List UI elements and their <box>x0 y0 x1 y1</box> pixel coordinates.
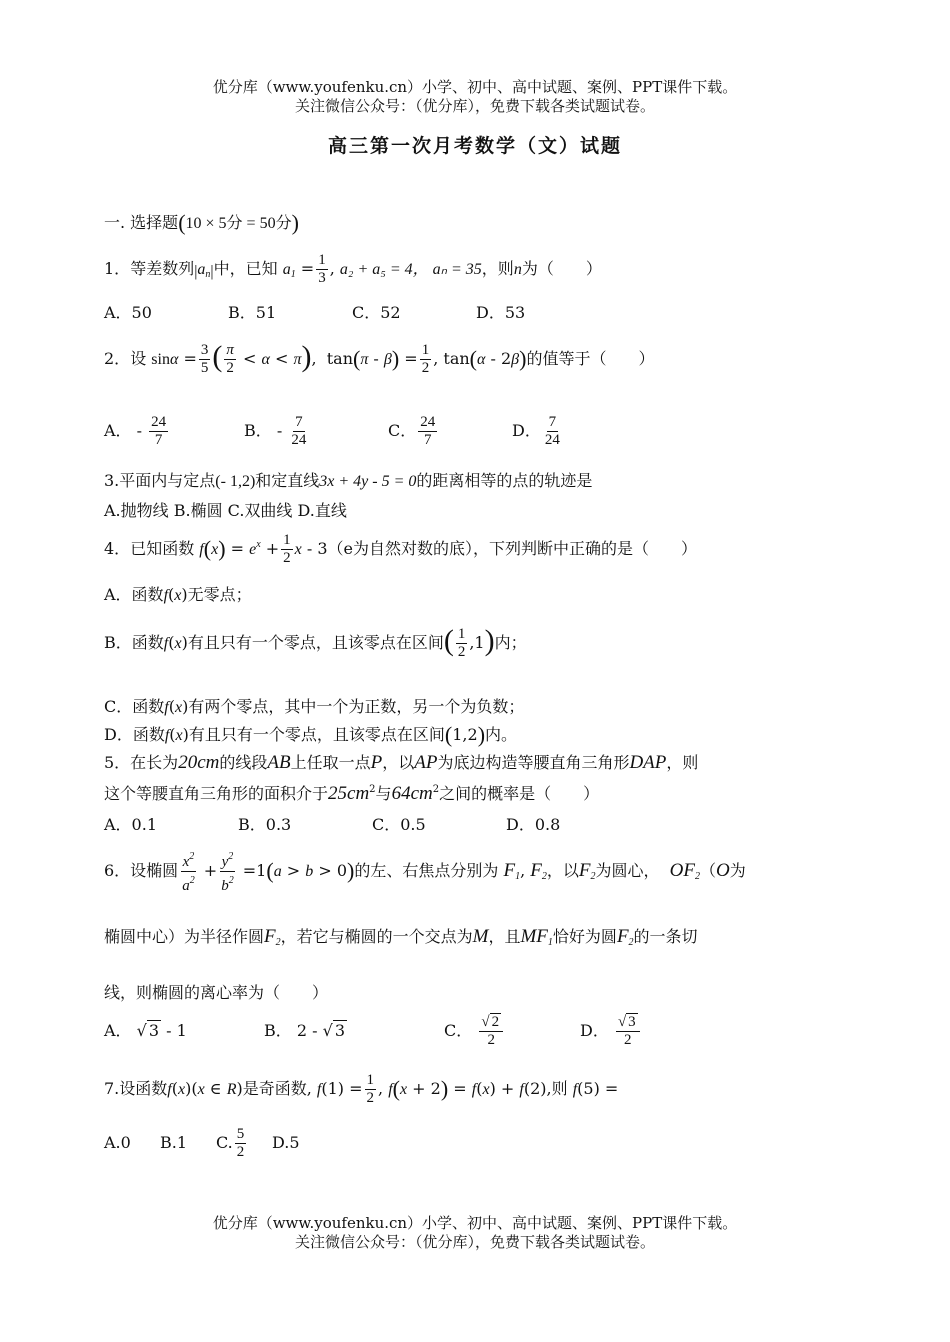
option-b[interactable]: B．51 <box>228 303 277 322</box>
question-1-options <box>104 300 525 323</box>
question-6-line-1: 6．设椭圆 $\frac{x^2}{a^2}$ + $\frac{y^2}{b^2}$ =1(a > b > 0)的左、右焦点分别为 $F_1$, $F_2$，以$F_2$为圆心， $OF_2(O$为 <box>104 848 746 895</box>
question-6-line-3: 线，则椭圆的离心率为（ ） <box>104 983 329 1002</box>
question-2: 2．设 sinα = $\frac{3}{5}$ ( $\frac{\pi}{2}$ < α < π), tan(π - β) = $\frac{1}{2}$ , tan(α - 2β)的值等于（ ） <box>104 340 655 376</box>
question-3: 3.平面内与定点(- 1,2)和定直线3x + 4y - 5 = 0的距离相等的点的轨迹是 <box>104 471 593 490</box>
section-label: 一. 选择题 <box>104 213 179 232</box>
footer-line-1: 优分库（www.youfenku.cn）小学、初中、高中试题、案例、PPT课件下载。 <box>212 1214 738 1232</box>
question-4-option-b[interactable]: B．函数f(x)有且只有一个零点，且该零点在区间( $\frac{1}{2}$ ,1)内； <box>104 624 527 660</box>
option-a[interactable]: A． √ 3 - 1 <box>104 1021 187 1040</box>
option-d[interactable]: D． $\frac{√ 3}{2}$ <box>580 1014 642 1049</box>
option-c[interactable]: C. $\frac{5}{2}$ <box>216 1126 245 1160</box>
question-5-line-2: 这个等腰直角三角形的面积介于$25cm^2$与$64cm^2$之间的概率是（ ） <box>104 783 600 804</box>
q1-condition: a₂ + a₅ = 4， aₙ = 35 <box>339 261 482 278</box>
option-b[interactable]: B． - $\frac{7}{24}$ <box>244 414 307 448</box>
question-6-options <box>104 1014 642 1049</box>
option-a[interactable]: A.0 <box>104 1133 131 1152</box>
option-a[interactable]: A．0.1 <box>104 815 158 834</box>
option-c[interactable]: C．0.5 <box>372 815 426 834</box>
section-score: 10 × 5分 = 50分 <box>185 215 292 232</box>
option-d[interactable]: D.5 <box>272 1133 300 1152</box>
option-b[interactable]: B．0.3 <box>238 815 292 834</box>
footer-line-2: 关注微信公众号：（优分库），免费下载各类试题试卷。 <box>294 1233 655 1251</box>
question-1: 1．等差数列$|a_n|$中，已知 $a_1$ = $\frac{1}{3}$ , a₂ + a₅ = 4， aₙ = 35，则n为（ ） <box>104 252 602 286</box>
question-7: 7.设函数f(x)(x ∈ R)是奇函数, f(1) = $\frac{1}{2}$ , f(x + 2) = f(x) + f(2),则 f(5) = <box>104 1072 619 1106</box>
page-title: 高三第一次月考数学（文）试题 <box>327 135 622 157</box>
header-line-2: 关注微信公众号：（优分库），免费下载各类试题试卷。 <box>294 97 655 115</box>
option-b[interactable]: B． 2 - √ 3 <box>264 1021 345 1040</box>
option-b[interactable]: B.1 <box>160 1133 188 1152</box>
option-d[interactable]: D． $\frac{7}{24}$ <box>512 414 560 448</box>
option-c[interactable]: C． $\frac{√ 2}{2}$ <box>444 1014 580 1049</box>
question-5-options <box>104 812 560 835</box>
question-4-option-a[interactable]: A．函数f(x)无零点； <box>104 585 252 604</box>
option-c[interactable]: C．52 <box>352 303 401 322</box>
question-7-options <box>104 1126 300 1161</box>
question-2-options <box>104 414 564 449</box>
option-a[interactable]: A．50 <box>104 303 152 322</box>
header-line-1: 优分库（www.youfenku.cn）小学、初中、高中试题、案例、PPT课件下载。 <box>212 78 738 96</box>
question-5-line-1: 5．在长为20cm的线段AB上任取一点P，以AP为底边构造等腰直角三角形DAP，则 <box>104 752 699 773</box>
question-4: 4．已知函数 $f(x) = e^x$ + $\frac{1}{2}$ x - 3（e为自然对数的底），下列判断中正确的是（ ） <box>104 532 698 566</box>
option-d[interactable]: D．53 <box>476 303 526 322</box>
option-d[interactable]: D．0.8 <box>506 815 561 834</box>
option-a[interactable]: A． - $\frac{24}{7}$ <box>104 414 167 448</box>
question-4-option-d[interactable]: D．函数f(x)有且只有一个零点，且该零点在区间(1,2)内。 <box>104 722 518 747</box>
section-heading: 一. 选择题(10 × 5分 = 50分) <box>104 210 299 235</box>
question-6-line-2: 椭圆中心）为半径作圆$F_2$，若它与椭圆的一个交点为M，且$MF_1$恰好为圆$F_2$的一条切 <box>104 926 698 948</box>
question-3-options[interactable]: A.抛物线 B.椭圆 C.双曲线 D.直线 <box>104 501 347 520</box>
question-4-option-c[interactable]: C．函数f(x)有两个零点，其中一个为正数，另一个为负数； <box>104 697 525 716</box>
option-c[interactable]: C． $\frac{24}{7}$ <box>388 414 436 448</box>
